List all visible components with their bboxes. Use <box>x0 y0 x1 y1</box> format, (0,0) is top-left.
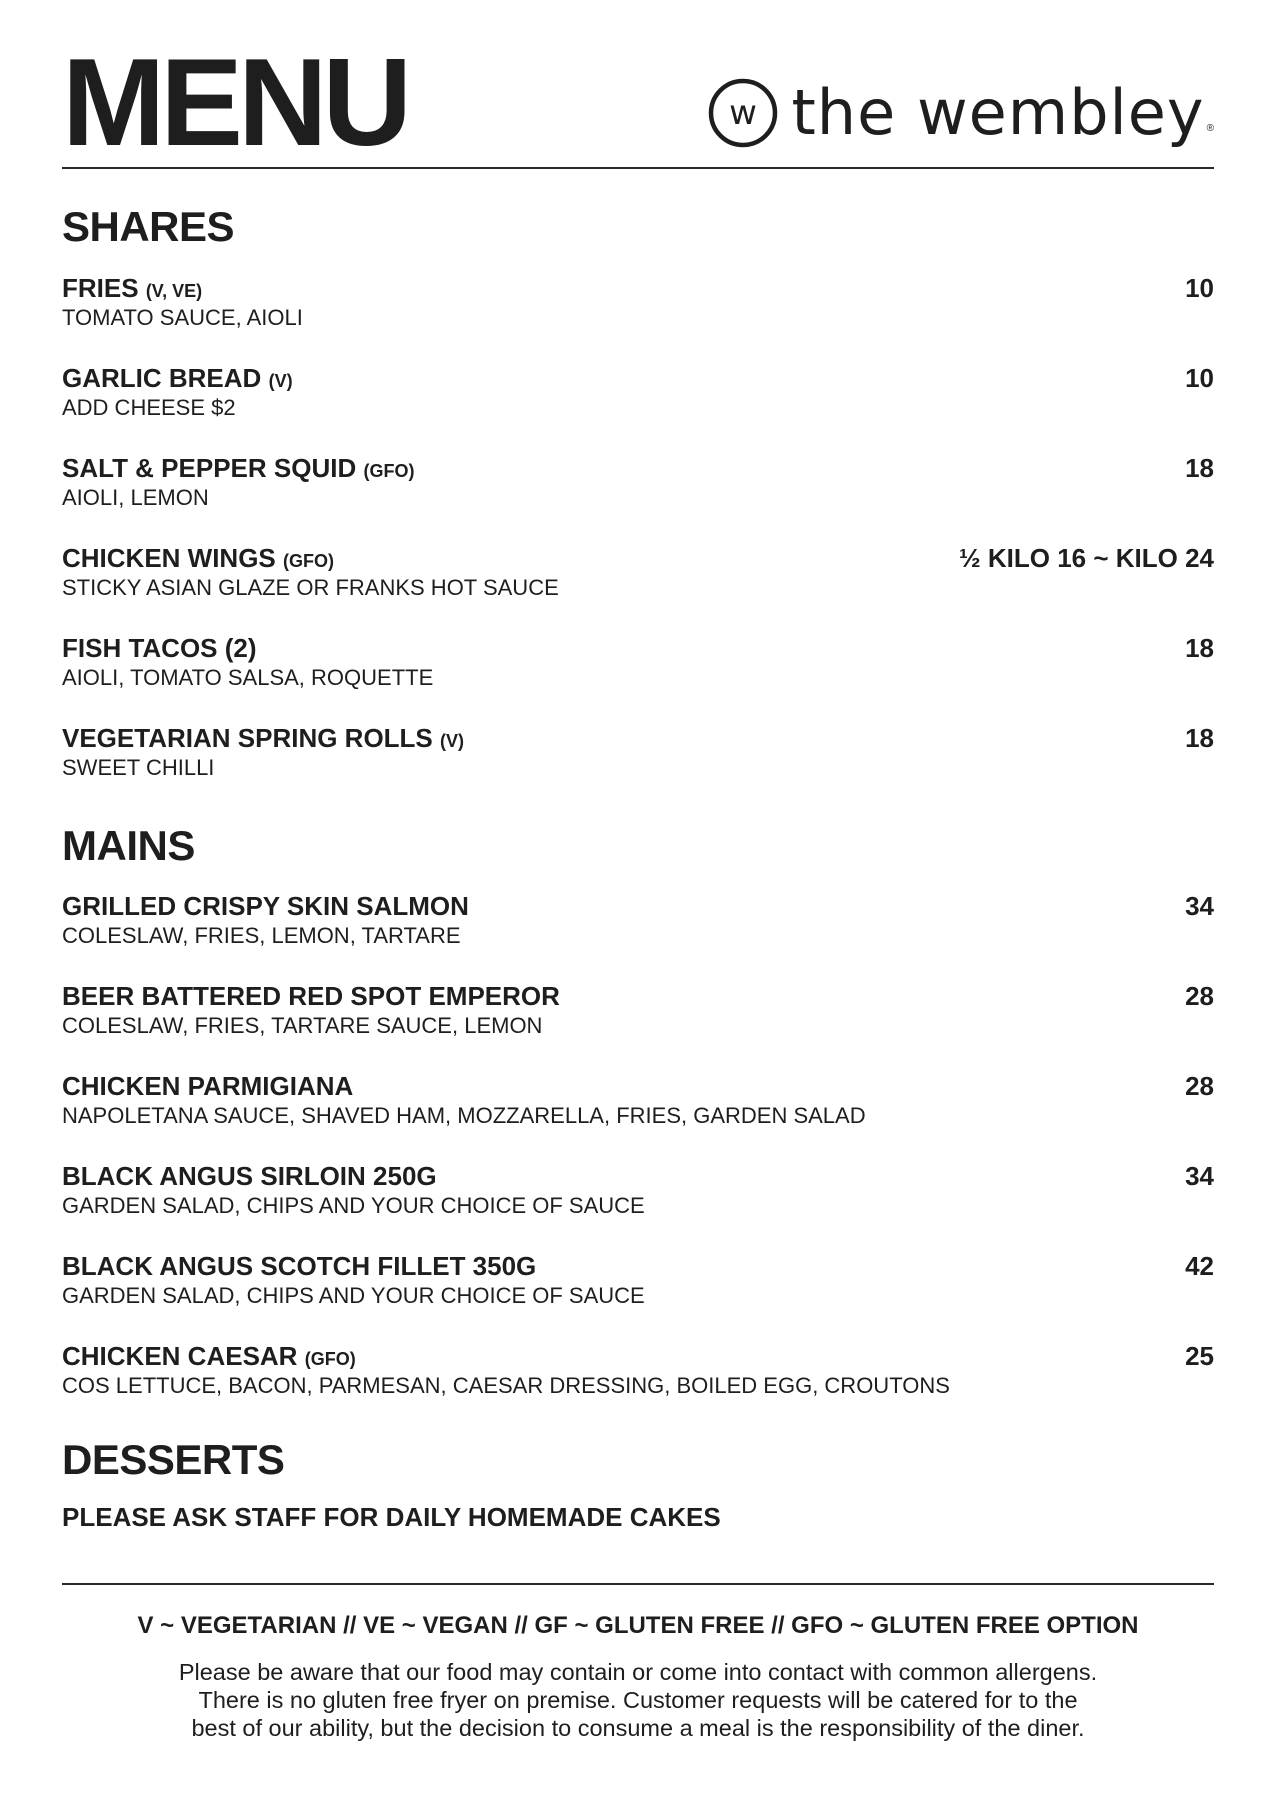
item-name-line <box>62 981 560 1014</box>
menu-page <box>62 0 1214 1800</box>
menu-item <box>62 981 1214 1041</box>
item-price: ½ KILO 16 ~ KILO 24 <box>958 543 1214 573</box>
item-name-line <box>62 363 293 396</box>
item-description: AIOLI, TOMATO SALSA, ROQUETTE <box>62 665 434 690</box>
item-description: GARDEN SALAD, CHIPS AND YOUR CHOICE OF SAUCE <box>62 1193 645 1218</box>
page-title: MENU <box>62 34 408 172</box>
dessert-note: PLEASE ASK STAFF FOR DAILY HOMEMADE CAKES <box>62 1502 721 1532</box>
section-title-mains: MAINS <box>62 822 195 869</box>
menu-item <box>62 723 1214 783</box>
item-price: 28 <box>1185 1071 1214 1101</box>
brand-name: the wembley <box>791 76 1205 149</box>
menu-item <box>62 1071 1214 1131</box>
item-price: 25 <box>1185 1341 1214 1371</box>
section-title-shares: SHARES <box>62 203 235 250</box>
item-description: GARDEN SALAD, CHIPS AND YOUR CHOICE OF SAUCE <box>62 1283 645 1308</box>
disclaimer-line: best of our ability, but the decision to consume a meal is the responsibility of the diner. <box>191 1715 1085 1741</box>
dietary-tag: (V) <box>440 731 465 751</box>
item-name-line <box>62 273 202 306</box>
item-price: 42 <box>1185 1251 1214 1281</box>
item-price: 18 <box>1185 453 1214 483</box>
section-title-desserts: DESSERTS <box>62 1436 285 1483</box>
item-description: COLESLAW, FRIES, TARTARE SAUCE, LEMON <box>62 1013 543 1038</box>
allergen-disclaimer <box>138 1658 1138 1742</box>
brand-mark-letter: w <box>728 93 757 133</box>
dietary-tag: (V) <box>268 371 293 391</box>
menu-item <box>62 273 1214 333</box>
item-name-line <box>62 453 414 486</box>
item-name-line <box>62 633 257 666</box>
item-name-line <box>62 891 469 924</box>
item-name: GARLIC BREAD <box>62 363 262 393</box>
item-price: 34 <box>1185 891 1214 921</box>
disclaimer-line: There is no gluten free fryer on premise. Customer requests will be catered for to the <box>198 1687 1078 1713</box>
item-name-line <box>62 1251 536 1284</box>
menu-item <box>62 891 1214 951</box>
menu-item <box>62 543 1214 603</box>
item-name: CHICKEN CAESAR <box>62 1341 298 1371</box>
item-name-line <box>62 723 464 756</box>
header-divider <box>62 167 1214 169</box>
brand-mark-icon <box>708 78 778 148</box>
dietary-tag: (GFO) <box>283 551 335 571</box>
item-price: 18 <box>1185 723 1214 753</box>
item-name-line <box>62 1071 353 1104</box>
item-name-line <box>62 543 334 576</box>
brand-logo <box>708 78 1215 148</box>
item-name: VEGETARIAN SPRING ROLLS <box>62 723 433 753</box>
item-description: AIOLI, LEMON <box>62 485 209 510</box>
item-price: 34 <box>1185 1161 1214 1191</box>
item-price: 28 <box>1185 981 1214 1011</box>
menu-item <box>62 363 1214 423</box>
item-name: SALT & PEPPER SQUID <box>62 453 357 483</box>
disclaimer-line: Please be aware that our food may contain or come into contact with common allergens. <box>178 1659 1098 1685</box>
item-name: FRIES <box>62 273 139 303</box>
item-description: TOMATO SAUCE, AIOLI <box>62 305 303 330</box>
item-name: CHICKEN PARMIGIANA <box>62 1071 354 1101</box>
registered-mark: ® <box>1206 123 1214 134</box>
item-name: BEER BATTERED RED SPOT EMPEROR <box>62 981 560 1011</box>
item-name-line <box>62 1341 356 1374</box>
item-name: GRILLED CRISPY SKIN SALMON <box>62 891 469 921</box>
item-name: FISH TACOS (2) <box>62 633 257 663</box>
item-name: CHICKEN WINGS <box>62 543 276 573</box>
menu-item <box>62 1161 1214 1221</box>
item-description: SWEET CHILLI <box>62 755 215 780</box>
footer-divider <box>62 1583 1214 1585</box>
menu-item <box>62 633 1214 693</box>
item-price: 18 <box>1185 633 1214 663</box>
item-description: NAPOLETANA SAUCE, SHAVED HAM, MOZZARELLA, FRIES, GARDEN SALAD <box>62 1103 866 1128</box>
item-price: 10 <box>1185 273 1214 303</box>
menu-header <box>62 34 1214 172</box>
menu-item <box>62 453 1214 513</box>
item-name: BLACK ANGUS SIRLOIN 250G <box>62 1161 437 1191</box>
item-description: COS LETTUCE, BACON, PARMESAN, CAESAR DRESSING, BOILED EGG, CROUTONS <box>62 1373 950 1398</box>
menu-item <box>62 1251 1214 1311</box>
item-description: STICKY ASIAN GLAZE OR FRANKS HOT SAUCE <box>62 575 559 600</box>
dietary-legend: V ~ VEGETARIAN // VE ~ VEGAN // GF ~ GLUTEN FREE // GFO ~ GLUTEN FREE OPTION <box>137 1612 1139 1639</box>
item-description: COLESLAW, FRIES, LEMON, TARTARE <box>62 923 461 948</box>
item-price: 10 <box>1185 363 1214 393</box>
item-name: BLACK ANGUS SCOTCH FILLET 350G <box>62 1251 537 1281</box>
dietary-tag: (V, VE) <box>145 281 203 301</box>
menu-item <box>62 1341 1214 1401</box>
item-description: ADD CHEESE $2 <box>62 395 236 420</box>
dietary-tag: (GFO) <box>304 1349 356 1369</box>
dietary-tag: (GFO) <box>363 461 415 481</box>
item-name-line <box>62 1161 437 1194</box>
